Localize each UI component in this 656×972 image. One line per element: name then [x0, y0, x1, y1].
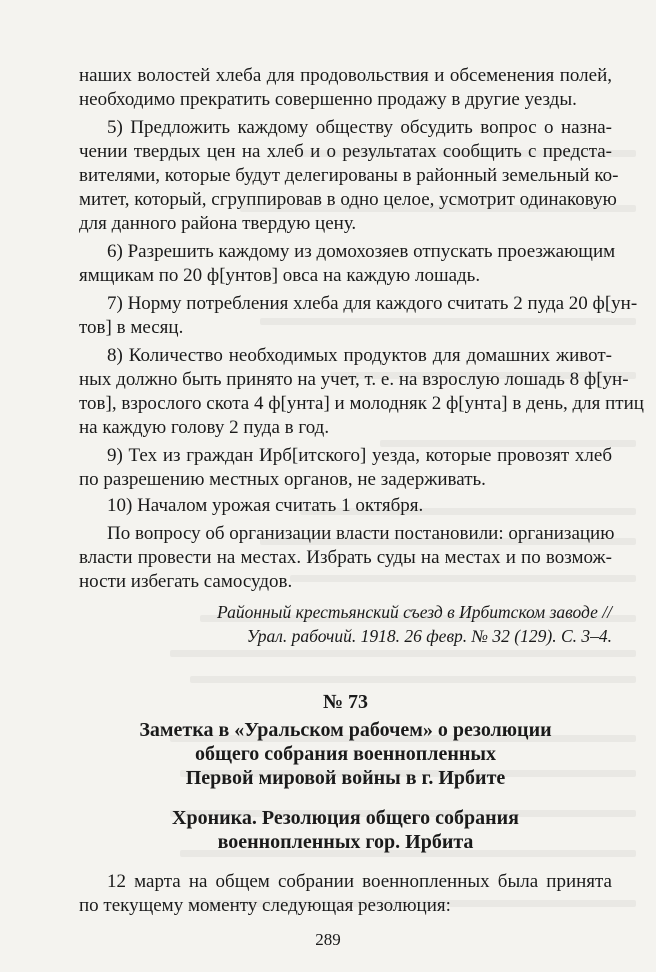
text-line: вителями, которые будут делегированы в районный земельный ко- [79, 165, 619, 186]
text-line: 10) Началом урожая считать 1 октября. [107, 495, 424, 516]
text-line: чении твердых цен на хлеб и о результатах сообщить с предста- [79, 141, 612, 162]
document-title: Первой мировой войны в г. Ирбите [185, 767, 506, 789]
document-subtitle: военнопленных гор. Ирбита [217, 831, 474, 853]
text-line: необходимо прекратить совершенно продажу в другие уезды. [79, 89, 577, 110]
text-line: 12 марта на общем собрании военнопленных была принята [107, 871, 612, 892]
document-title: общего собрания военнопленных [194, 743, 497, 765]
text-line: на каждую голову 2 пуда в год. [79, 417, 330, 438]
text-line: 8) Количество необходимых продуктов для домашних живот- [107, 345, 612, 366]
document-title: Заметка в «Уральском рабочем» о резолюции [139, 719, 552, 741]
source-citation: Районный крестьянский съезд в Ирбитском заводе // [217, 602, 612, 622]
text-line: ности избегать самосудов. [79, 571, 293, 592]
text-line: 6) Разрешить каждому из домохозяев отпускать проезжающим [107, 241, 616, 262]
text-line: власти провести на местах. Избрать суды на местах и по возмож- [79, 547, 612, 568]
document-subtitle: Хроника. Резолюция общего собрания [172, 807, 519, 829]
text-line: ямщикам по 20 ф[унтов] овса на каждую лошадь. [79, 265, 481, 286]
text-line: тов], взрослого скота 4 ф[унта] и молодняк 2 ф[унта] в день, для птиц [79, 393, 644, 414]
text-line: по разрешению местных органов, не задерживать. [79, 469, 486, 490]
document-number: № 73 [322, 691, 369, 713]
text-line: для данного района твердую цену. [79, 213, 357, 234]
text-line: 9) Тех из граждан Ирб[итского] уезда, которые провозят хлеб [107, 445, 612, 466]
text-line: 7) Норму потребления хлеба для каждого считать 2 пуда 20 ф[ун- [107, 293, 638, 314]
text-line: ных должно быть принято на учет, т. е. на взрослую лошадь 8 ф[ун- [79, 369, 629, 390]
text-line: По вопросу об организации власти постановили: организацию [107, 523, 615, 544]
text-line: тов] в месяц. [79, 317, 184, 338]
page-number: 289 [315, 930, 341, 949]
text-line: наших волостей хлеба для продовольствия и обсеменения полей, [79, 65, 612, 86]
text-line: митет, который, сгруппировав в одно целое, усмотрит одинаковую [79, 189, 617, 210]
text-line: по текущему моменту следующая резолюция: [79, 895, 451, 916]
text-line: 5) Предложить каждому обществу обсудить вопрос о назна- [107, 117, 612, 138]
source-citation: Урал. рабочий. 1918. 26 февр. № 32 (129). С. 3–4. [246, 626, 612, 646]
